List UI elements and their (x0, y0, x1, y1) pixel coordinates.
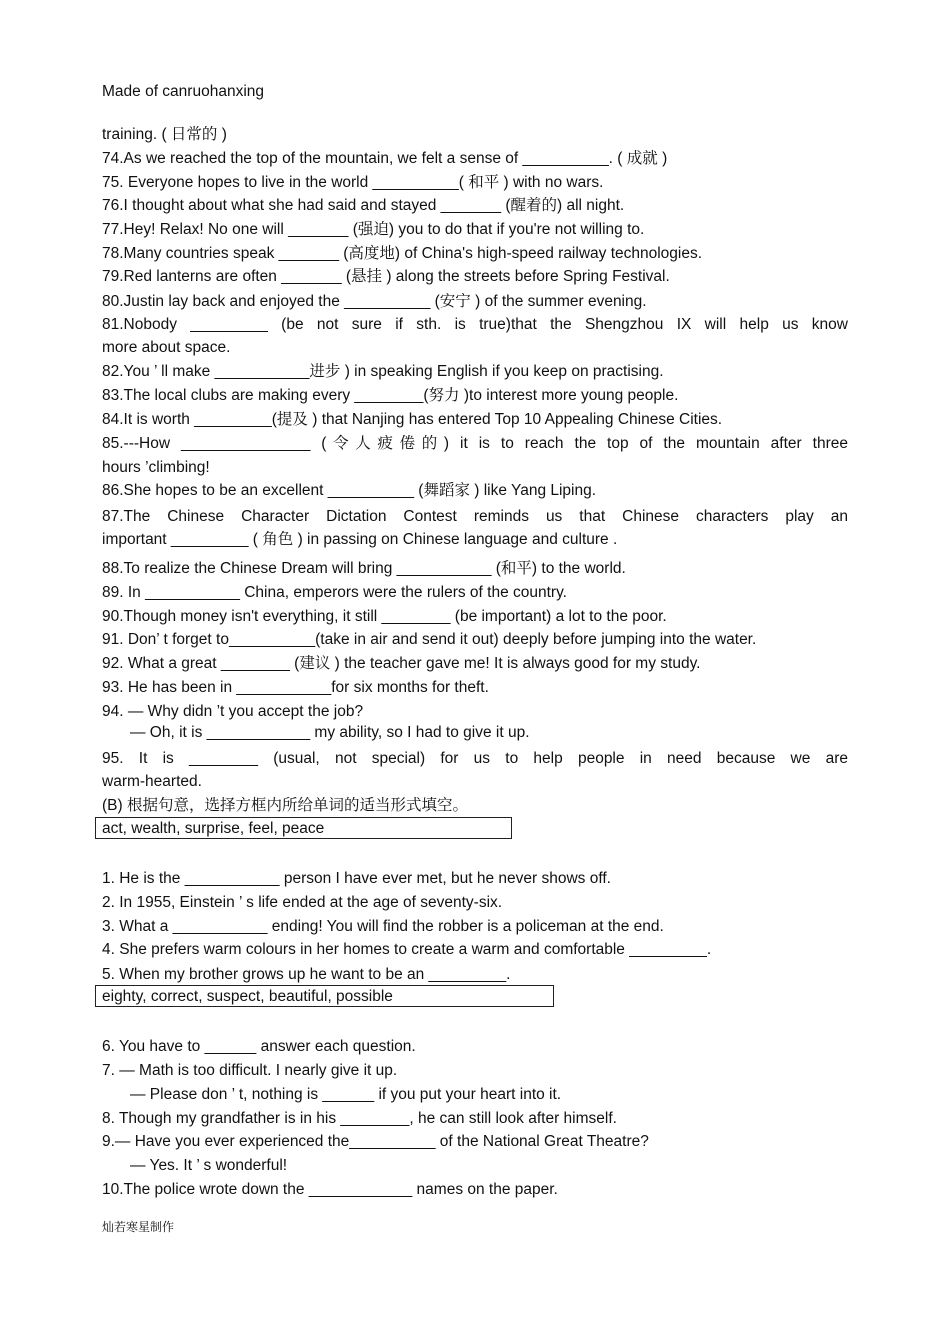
question-line: 76.I thought about what she had said and stayed _______ (醒着的) all night. (102, 197, 625, 214)
question-line: 3. What a ___________ ending! You will find the robber is a policeman at the end. (102, 918, 664, 935)
question-line: 74.As we reached the top of the mountain, we felt a sense of __________. ( 成就 ) (102, 150, 668, 167)
question-line: 7. — Math is too difficult. I nearly give it up. (102, 1062, 398, 1079)
question-line: 1. He is the ___________ person I have ever met, but he never shows off. (102, 870, 611, 887)
question-line: 75. Everyone hopes to live in the world __________( 和平 ) with no wars. (102, 174, 604, 191)
question-line: 92. What a great ________ (建议 ) the teacher gave me! It is always good for my study. (102, 655, 701, 672)
question-line: 84.It is worth _________(提及 ) that Nanjing has entered Top 10 Appealing Chinese Cities. (102, 411, 723, 428)
page-header: Made of canruohanxing (102, 83, 265, 100)
question-line: more about space. (102, 339, 231, 356)
word-bank-box: act, wealth, surprise, feel, peace (95, 817, 512, 839)
question-line: 77.Hey! Relax! No one will _______ (强迫) you to do that if you're not willing to. (102, 221, 645, 238)
question-line: 95. It is ________ (usual, not special) for us to help people in need because we are (102, 750, 848, 767)
question-line: 2. In 1955, Einstein ’ s life ended at the age of seventy-six. (102, 894, 503, 911)
question-line: 8. Though my grandfather is in his ________, he can still look after himself. (102, 1110, 617, 1127)
question-line: — Oh, it is ____________ my ability, so I had to give it up. (130, 724, 530, 741)
question-line: — Yes. It ’ s wonderful! (130, 1157, 288, 1174)
question-line: 94. — Why didn ’t you accept the job? (102, 703, 364, 720)
question-line: hours ’climbing! (102, 459, 210, 476)
question-line: 79.Red lanterns are often _______ (悬挂 ) along the streets before Spring Festival. (102, 268, 670, 285)
question-line: 81.Nobody _________ (be not sure if sth. is true)that the Shengzhou IX will help us know (102, 316, 848, 333)
question-line: 88.To realize the Chinese Dream will bring ___________ (和平) to the world. (102, 560, 626, 577)
question-line: warm-hearted. (102, 773, 202, 790)
question-line: 6. You have to ______ answer each question. (102, 1038, 416, 1055)
question-line: 87.The Chinese Character Dictation Contest reminds us that Chinese characters play an (102, 508, 848, 525)
question-line: 91. Don’ t forget to__________(take in air and send it out) deeply before jumping into the water. (102, 631, 757, 648)
question-line: 9.— Have you ever experienced the__________ of the National Great Theatre? (102, 1133, 649, 1150)
question-line: 86.She hopes to be an excellent __________ (舞蹈家 ) like Yang Liping. (102, 482, 597, 499)
page-footer: 灿若寒星制作 (102, 1220, 175, 1234)
question-line: 90.Though money isn't everything, it still ________ (be important) a lot to the poor. (102, 608, 667, 625)
question-line: important _________ ( 角色 ) in passing on Chinese language and culture . (102, 531, 618, 548)
question-line: — Please don ’ t, nothing is ______ if you put your heart into it. (130, 1086, 562, 1103)
question-line: 93. He has been in ___________for six months for theft. (102, 679, 489, 696)
question-line: 82.You ’ ll make ___________进步 ) in speaking English if you keep on practising. (102, 363, 664, 380)
question-line: 10.The police wrote down the ____________ names on the paper. (102, 1181, 558, 1198)
question-line: training. ( 日常的 ) (102, 126, 227, 143)
question-line: (B) 根据句意，选择方框内所给单词的适当形式填空。 (102, 797, 468, 814)
question-line: 85.---How _______________ (令人疲倦的) it is to reach the top of the mountain after three (102, 435, 848, 452)
question-line: 89. In ___________ China, emperors were the rulers of the country. (102, 584, 567, 601)
word-bank-box: eighty, correct, suspect, beautiful, possible (95, 985, 554, 1007)
question-line: 78.Many countries speak _______ (高度地) of China's high-speed railway technologies. (102, 245, 703, 262)
question-line: 5. When my brother grows up he want to be an _________. (102, 966, 511, 983)
question-line: 80.Justin lay back and enjoyed the __________ (安宁 ) of the summer evening. (102, 293, 647, 310)
question-line: 83.The local clubs are making every ________(努力 )to interest more young people. (102, 387, 679, 404)
question-line: 4. She prefers warm colours in her homes to create a warm and comfortable _________. (102, 941, 712, 958)
